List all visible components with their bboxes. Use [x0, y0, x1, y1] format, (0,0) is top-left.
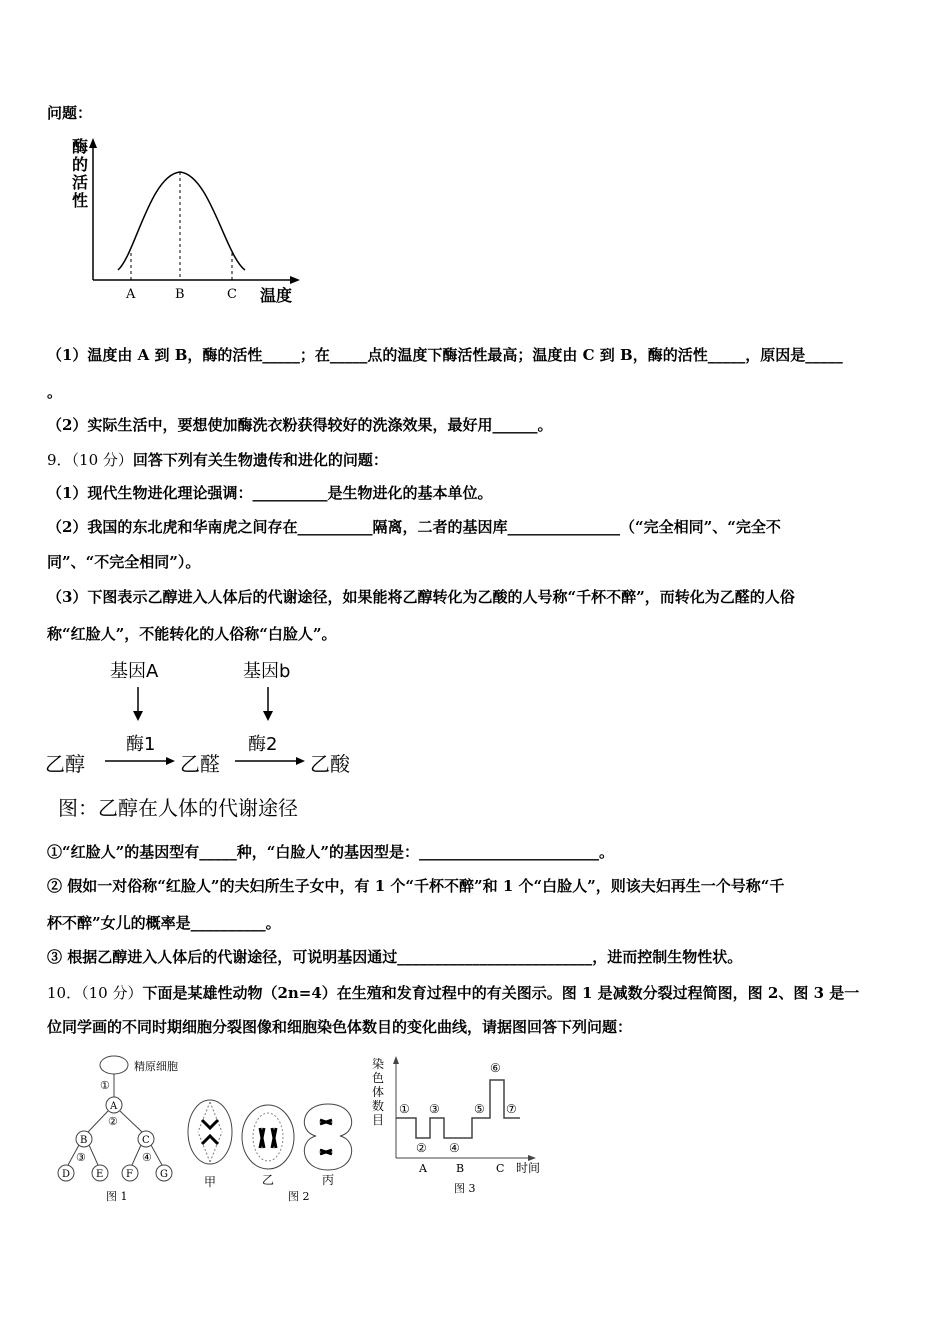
gene-b-label: 基因b	[243, 661, 291, 682]
fig3-tick-a: A	[419, 1162, 427, 1175]
fig3-stage-2: ②	[416, 1141, 427, 1155]
edge-c-g	[151, 1145, 162, 1165]
q9-sub1: ①“红脸人”的基因型有_____种，“白脸人”的基因型是：________________________。	[47, 843, 615, 861]
fig3-stage-4: ④	[449, 1141, 460, 1155]
fig3-stage-6: ⑥	[490, 1061, 501, 1075]
cell-f-label: F	[126, 1169, 133, 1180]
chart-tick-b: B	[175, 287, 185, 302]
edge-a-b	[88, 1111, 108, 1132]
cell-a-label: A	[110, 1101, 118, 1112]
q9-part3-line1: （3）下图表示乙醇进入人体后的代谢途径，如果能将乙醇转化为乙酸的人号称“千杯不醉”，而转化为乙醛的人俗	[47, 588, 795, 606]
chart-ylabel-2: 的	[72, 155, 89, 174]
fig3-stage-5: ⑤	[474, 1102, 485, 1116]
cell-g-label: G	[160, 1169, 168, 1180]
chart-ylabel-1: 酶	[72, 137, 89, 156]
q8-intro: 问题：	[47, 104, 93, 122]
figure1-meiosis-tree	[48, 1052, 198, 1207]
step-1: ①	[100, 1079, 110, 1092]
cell-jia	[188, 1100, 232, 1164]
figure3-chromosome-curve	[368, 1052, 558, 1202]
chart-curve	[118, 172, 245, 270]
q9-part1: （1）现代生物进化理论强调：__________是生物进化的基本单位。	[47, 484, 493, 502]
cell-bing	[304, 1104, 351, 1170]
cell-jia-label: 甲	[204, 1175, 217, 1189]
cell-e-label: E	[96, 1169, 104, 1180]
spermatogonium-label: 精原细胞	[134, 1060, 178, 1073]
metabolism-pathway-figure	[40, 655, 370, 825]
q8-part1-line2: 。	[47, 383, 63, 401]
cell-b-label: B	[80, 1135, 88, 1146]
cell-d-label: D	[62, 1169, 71, 1180]
step-2: ②	[108, 1115, 118, 1128]
pathway-caption: 图：乙醇在人体的代谢途径	[58, 796, 298, 820]
gene-a-arrowhead	[133, 711, 143, 721]
q10-header	[47, 983, 859, 1003]
cell-yi-chromosomes	[260, 1128, 276, 1148]
edge-b-e	[89, 1145, 98, 1165]
enzyme-activity-chart	[60, 135, 310, 310]
chart-y-arrow	[89, 138, 97, 148]
q9-number: 9．（10 分）	[47, 451, 133, 469]
fig3-ylabel-3: 体	[372, 1085, 385, 1099]
gene-a-label: 基因A	[110, 661, 159, 682]
acetaldehyde-label: 乙醛	[180, 752, 220, 776]
spermatogonium-cell	[100, 1056, 128, 1074]
chart-ylabel-3: 活	[72, 173, 89, 192]
fig3-stage-7: ⑦	[506, 1102, 517, 1116]
q9-sub2-line1: ② 假如一对俗称“红脸人”的夫妇所生子女中，有 1 个“千杯不醉”和 1 个“白脸人”，则该夫妇再生一个号称“千	[47, 877, 785, 895]
q9-sub2-line2: 杯不醉”女儿的概率是__________。	[47, 914, 281, 932]
figure3-caption: 图 3	[454, 1182, 476, 1195]
q9-part3-line2: 称“红脸人”，不能转化的人俗称“白脸人”。	[47, 625, 337, 643]
chart-ylabel-4: 性	[72, 191, 89, 210]
gene-b-arrowhead	[263, 711, 273, 721]
cell-bing-label: 丙	[322, 1173, 335, 1187]
chart-xlabel: 温度	[260, 286, 293, 305]
arrowhead-2	[296, 757, 305, 765]
fig3-ylabel-2: 色	[372, 1071, 385, 1085]
q9-part2-line1: （2）我国的东北虎和华南虎之间存在__________隔离，二者的基因库_______________（“完全相同”、“完全不	[47, 518, 781, 536]
q10-line1: 下面是某雄性动物（2n=4）在生殖和发育过程中的有关图示。图 1 是减数分裂过程简图，图 2、图 3 是一	[142, 984, 860, 1002]
edge-a-c	[120, 1111, 142, 1132]
figure1-caption: 图 1	[106, 1190, 128, 1203]
chart-x-arrow	[290, 276, 300, 284]
q8-part2: （2）实际生活中，要想使加酶洗衣粉获得较好的洗涤效果，最好用______。	[47, 416, 553, 434]
cell-yi-label: 乙	[262, 1173, 275, 1187]
fig3-stage-1: ①	[399, 1102, 410, 1116]
edge-c-f	[132, 1145, 141, 1165]
figure2-caption: 图 2	[288, 1190, 310, 1203]
fig3-curve	[396, 1080, 520, 1138]
step-4: ④	[142, 1151, 152, 1164]
fig3-y-arrow	[393, 1056, 399, 1064]
q9-title: 回答下列有关生物遗传和进化的问题：	[132, 451, 388, 469]
cell-c-label: C	[142, 1135, 150, 1146]
chart-tick-a: A	[126, 287, 136, 302]
q9-header	[47, 450, 388, 470]
cell-yi-spindle	[253, 1113, 283, 1161]
fig3-ylabel-1: 染	[372, 1057, 385, 1071]
chart-tick-c: C	[227, 287, 237, 302]
cell-yi	[242, 1105, 294, 1169]
arrowhead-1	[166, 757, 175, 765]
fig3-tick-c: C	[496, 1162, 505, 1175]
q9-sub3: ③ 根据乙醇进入人体后的代谢途径，可说明基因通过__________________________，进而控制生物性状。	[47, 948, 743, 966]
q10-number: 10．（10 分）	[47, 984, 143, 1002]
cell-bing-chromosomes	[320, 1120, 332, 1154]
enzyme2-label: 酶2	[248, 734, 278, 755]
q10-line2: 位同学画的不同时期细胞分裂图像和细胞染色体数目的变化曲线，请据图回答下列问题：	[47, 1018, 633, 1036]
acetic-acid-label: 乙酸	[310, 752, 350, 776]
figure2-cell-division	[180, 1092, 355, 1207]
fig3-stage-3: ③	[429, 1102, 440, 1116]
enzyme1-label: 酶1	[126, 734, 156, 755]
q9-part2-line2: 同”、“不完全相同”）。	[47, 553, 201, 571]
fig3-ylabel-4: 数	[372, 1099, 385, 1113]
step-3: ③	[76, 1151, 86, 1164]
fig3-tick-b: B	[456, 1162, 465, 1175]
fig3-xlabel: 时间	[516, 1161, 541, 1175]
q8-part1-line1: （1）温度由 A 到 B，酶的活性_____；在_____点的温度下酶活性最高；温度由 C 到 B，酶的活性_____，原因是_____	[47, 346, 843, 364]
ethanol-label: 乙醇	[45, 752, 85, 776]
fig3-ylabel-5: 目	[372, 1113, 385, 1127]
cell-jia-chromosomes	[202, 1120, 218, 1144]
